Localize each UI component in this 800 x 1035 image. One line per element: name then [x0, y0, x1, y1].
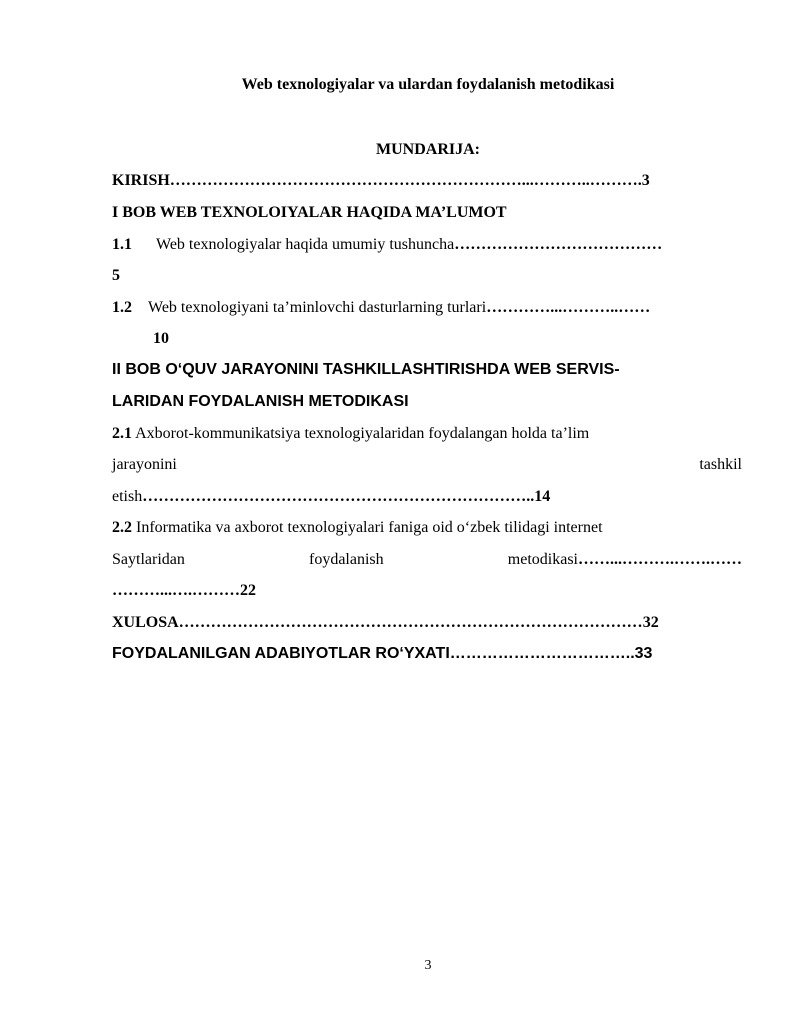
leader-dots: …………...………..…… [486, 299, 651, 316]
toc-heading: MUNDARIJA: [376, 141, 480, 158]
toc-entry-kirish: KIRISH…………………………………………………………...………..……….3 [112, 172, 650, 189]
toc-entry-2-1-line3 [112, 487, 742, 507]
section-number: 1.1 [112, 236, 132, 253]
entry-text: FOYDALANILGAN ADABIYOTLAR RO‘YXATI…………………………….. [112, 645, 635, 662]
leader-dots: ………………………………… [454, 236, 663, 253]
section-number: 2.1 [112, 425, 132, 442]
toc-entry-2-2-line1 [112, 518, 742, 538]
section-title: Informatika va axborot texnologiyalari faniga oid o‘zbek tilidagi internet [136, 519, 603, 536]
toc-entry-xulosa [112, 613, 742, 633]
leader-dots: ……………………………………………………………….. [142, 488, 535, 505]
section-title: Axborot-kommunikatsiya texnologiyalaridan foydalangan holda ta’lim [135, 425, 590, 442]
toc-chapter-2-line1: II BOB O‘QUV JARAYONINI TASHKILLASHTIRISHDA WEB SERVIS- [112, 361, 620, 378]
section-title: Web texnologiyani ta’minlovchi dasturlarning turlari [148, 299, 487, 316]
document-title: Web texnologiyalar va ulardan foydalanish metodikasi [241, 76, 615, 93]
toc-entry-adabiyotlar [112, 644, 742, 664]
toc-chapter-2-line2: LARIDAN FOYDALANISH METODIKASI [112, 393, 409, 410]
leader-dots: ………...….……… [112, 582, 240, 599]
leader-dots: ……...……….…….…… [578, 551, 742, 568]
entry-text: XULOSA…………………………………………………………………………… [112, 614, 643, 631]
section-number: 1.2 [112, 299, 132, 316]
toc-entry-2-2-line3 [112, 581, 742, 601]
section-title-word: foydalanish [309, 551, 384, 568]
toc-entry-2-1-line2 [112, 455, 742, 475]
page-ref: 14 [534, 488, 551, 505]
toc-entry-1-2 [112, 298, 742, 318]
section-number: 2.2 [112, 519, 132, 536]
toc-entry-2-1-line1 [112, 424, 742, 444]
toc-chapter-1: I BOB WEB TEXNOLOIYALAR HAQIDA MA’LUMOT [112, 204, 507, 221]
toc-page-1-2: 10 [153, 330, 169, 347]
section-title-word: Saytlaridan [112, 551, 185, 568]
section-title-word: jarayonini [112, 456, 177, 473]
page-ref: 33 [634, 645, 653, 662]
section-title-word: tashkil [699, 456, 742, 473]
section-title-word: etish [112, 488, 143, 505]
page-ref: 32 [642, 614, 659, 631]
toc-page-1-1: 5 [112, 267, 120, 284]
page-ref: 22 [240, 582, 256, 599]
toc-entry-2-2-line2 [112, 550, 742, 570]
page-number: 3 [424, 958, 432, 973]
section-title-word: metodikasi [507, 551, 578, 568]
toc-entry-1-1 [112, 235, 742, 255]
section-title: Web texnologiyalar haqida umumiy tushuncha [156, 236, 455, 253]
